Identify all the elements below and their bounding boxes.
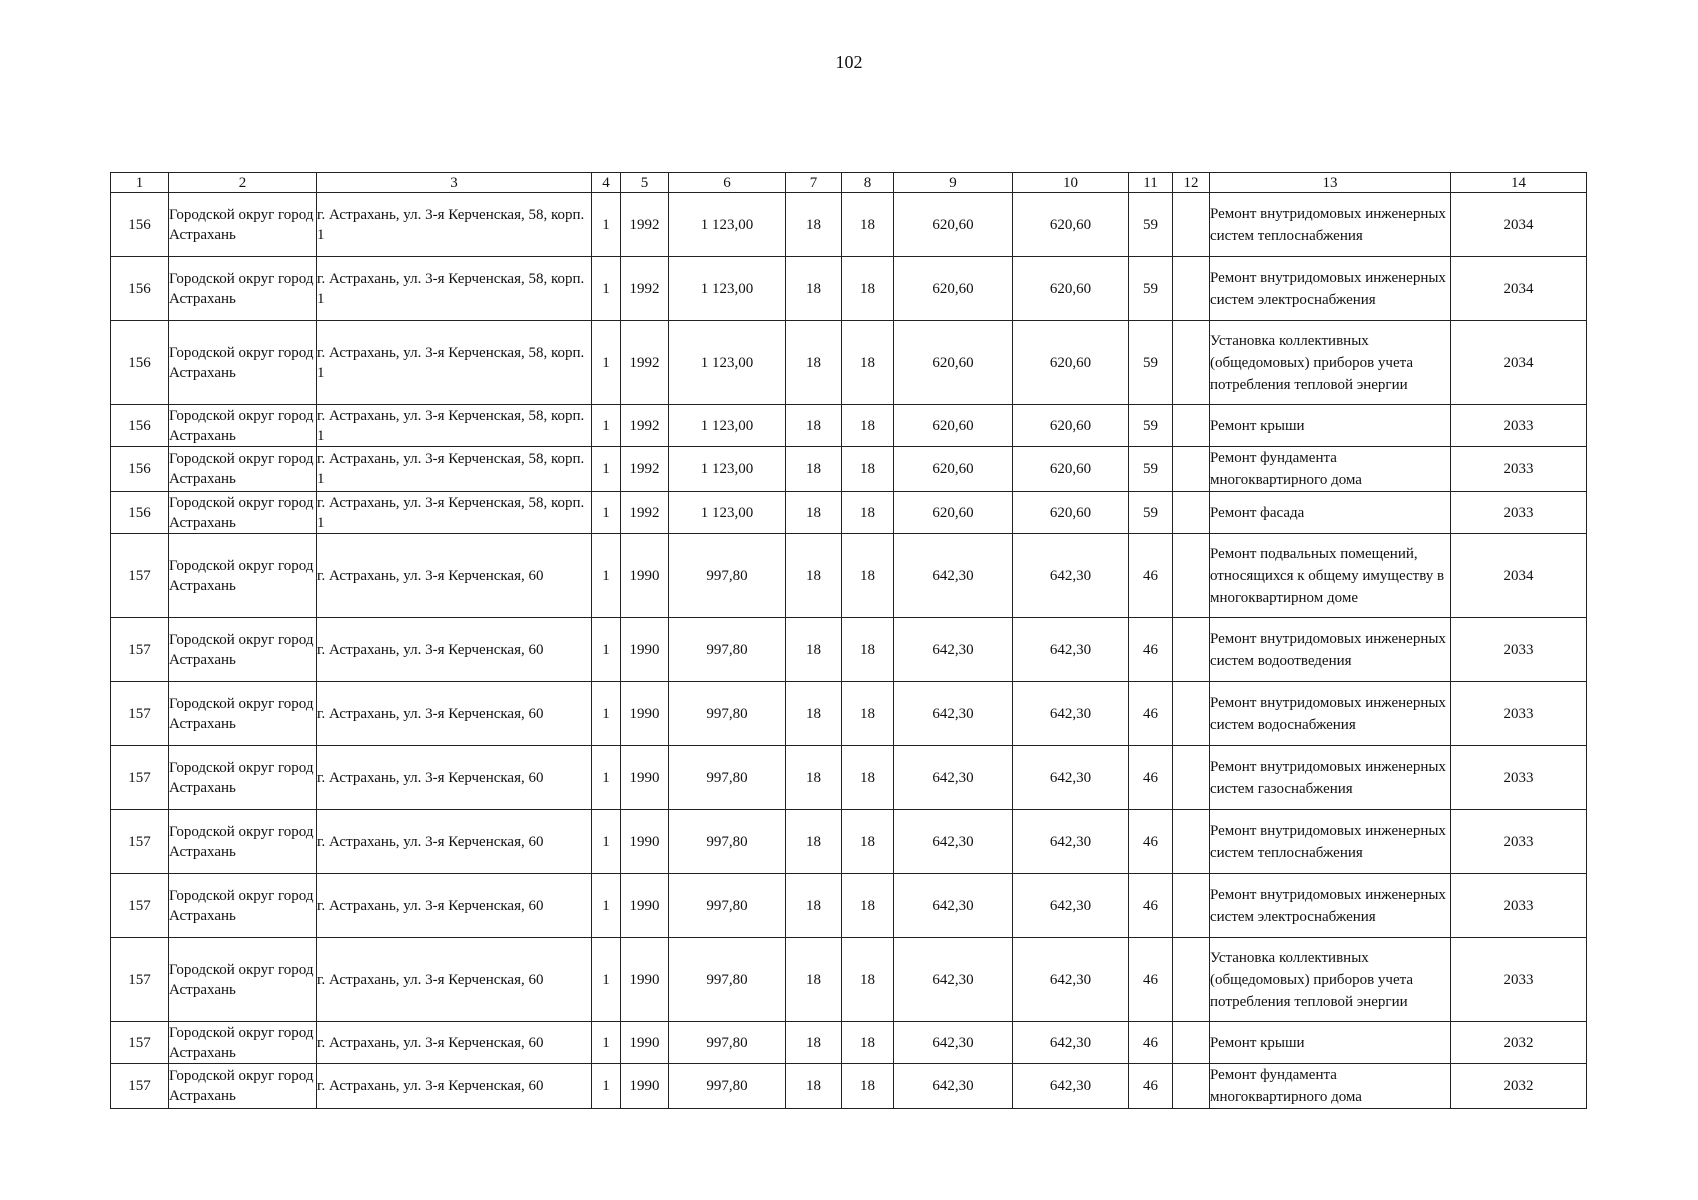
area-cell: 997,80 xyxy=(669,534,786,618)
area-cell: 1 123,00 xyxy=(669,257,786,321)
year-cell: 1990 xyxy=(621,938,669,1022)
column-4-cell: 1 xyxy=(592,257,621,321)
year-cell: 1990 xyxy=(621,682,669,746)
column-7-cell: 18 xyxy=(786,746,842,810)
year-cell: 1992 xyxy=(621,447,669,492)
area-cell: 997,80 xyxy=(669,682,786,746)
column-9-cell: 642,30 xyxy=(894,938,1013,1022)
term-cell: 2033 xyxy=(1451,618,1587,682)
column-8-cell: 18 xyxy=(842,405,894,447)
table-row xyxy=(111,1064,1587,1109)
year-cell: 1992 xyxy=(621,492,669,534)
year-cell: 1990 xyxy=(621,746,669,810)
row-number: 157 xyxy=(111,874,169,938)
column-12-cell xyxy=(1173,321,1210,405)
row-number: 157 xyxy=(111,938,169,1022)
table-row xyxy=(111,492,1587,534)
column-header: 13 xyxy=(1210,173,1451,193)
column-header: 12 xyxy=(1173,173,1210,193)
row-number: 156 xyxy=(111,193,169,257)
column-12-cell xyxy=(1173,938,1210,1022)
column-9-cell: 642,30 xyxy=(894,618,1013,682)
page-number: 102 xyxy=(835,52,863,72)
work-type-cell: Ремонт внутридомовых инженерных систем водоснабжения xyxy=(1210,682,1451,746)
column-11-cell: 59 xyxy=(1129,492,1173,534)
column-4-cell: 1 xyxy=(592,405,621,447)
row-number: 157 xyxy=(111,682,169,746)
area-cell: 1 123,00 xyxy=(669,405,786,447)
column-10-cell: 642,30 xyxy=(1013,810,1129,874)
column-8-cell: 18 xyxy=(842,618,894,682)
column-header: 14 xyxy=(1451,173,1587,193)
municipality-cell: Городской округ город Астрахань xyxy=(169,810,317,874)
column-header: 4 xyxy=(592,173,621,193)
work-type-cell: Ремонт крыши xyxy=(1210,405,1451,447)
column-9-cell: 642,30 xyxy=(894,1064,1013,1109)
column-10-cell: 642,30 xyxy=(1013,746,1129,810)
column-8-cell: 18 xyxy=(842,193,894,257)
work-type-cell: Ремонт фундамента многоквартирного дома xyxy=(1210,447,1451,492)
column-12-cell xyxy=(1173,682,1210,746)
column-11-cell: 59 xyxy=(1129,447,1173,492)
column-7-cell: 18 xyxy=(786,193,842,257)
column-7-cell: 18 xyxy=(786,874,842,938)
column-7-cell: 18 xyxy=(786,1022,842,1064)
municipality-cell: Городской округ город Астрахань xyxy=(169,618,317,682)
municipality-cell: Городской округ город Астрахань xyxy=(169,447,317,492)
table-row xyxy=(111,874,1587,938)
table-row xyxy=(111,321,1587,405)
year-cell: 1992 xyxy=(621,321,669,405)
column-4-cell: 1 xyxy=(592,1022,621,1064)
column-header: 8 xyxy=(842,173,894,193)
column-7-cell: 18 xyxy=(786,492,842,534)
year-cell: 1990 xyxy=(621,1064,669,1109)
column-10-cell: 620,60 xyxy=(1013,257,1129,321)
term-cell: 2033 xyxy=(1451,405,1587,447)
column-11-cell: 46 xyxy=(1129,810,1173,874)
column-10-cell: 642,30 xyxy=(1013,1022,1129,1064)
work-type-cell: Ремонт внутридомовых инженерных систем теплоснабжения xyxy=(1210,193,1451,257)
area-cell: 1 123,00 xyxy=(669,193,786,257)
area-cell: 1 123,00 xyxy=(669,321,786,405)
column-8-cell: 18 xyxy=(842,874,894,938)
municipality-cell: Городской округ город Астрахань xyxy=(169,193,317,257)
year-cell: 1992 xyxy=(621,193,669,257)
column-12-cell xyxy=(1173,810,1210,874)
address-cell: г. Астрахань, ул. 3-я Керченская, 60 xyxy=(317,810,592,874)
term-cell: 2034 xyxy=(1451,257,1587,321)
row-number: 157 xyxy=(111,810,169,874)
column-4-cell: 1 xyxy=(592,534,621,618)
column-8-cell: 18 xyxy=(842,938,894,1022)
area-cell: 997,80 xyxy=(669,1022,786,1064)
column-9-cell: 620,60 xyxy=(894,447,1013,492)
column-header: 7 xyxy=(786,173,842,193)
column-header: 9 xyxy=(894,173,1013,193)
year-cell: 1992 xyxy=(621,405,669,447)
table-row xyxy=(111,682,1587,746)
table-row xyxy=(111,405,1587,447)
column-10-cell: 620,60 xyxy=(1013,405,1129,447)
column-7-cell: 18 xyxy=(786,447,842,492)
column-4-cell: 1 xyxy=(592,492,621,534)
column-7-cell: 18 xyxy=(786,682,842,746)
municipality-cell: Городской округ город Астрахань xyxy=(169,1064,317,1109)
term-cell: 2034 xyxy=(1451,193,1587,257)
work-type-cell: Ремонт крыши xyxy=(1210,1022,1451,1064)
table-row xyxy=(111,746,1587,810)
column-8-cell: 18 xyxy=(842,447,894,492)
address-cell: г. Астрахань, ул. 3-я Керченская, 60 xyxy=(317,1022,592,1064)
municipality-cell: Городской округ город Астрахань xyxy=(169,257,317,321)
column-9-cell: 642,30 xyxy=(894,810,1013,874)
municipality-cell: Городской округ город Астрахань xyxy=(169,321,317,405)
column-11-cell: 59 xyxy=(1129,193,1173,257)
area-cell: 997,80 xyxy=(669,618,786,682)
address-cell: г. Астрахань, ул. 3-я Керченская, 60 xyxy=(317,534,592,618)
work-type-cell: Установка коллективных (общедомовых) приборов учета потребления тепловой энергии xyxy=(1210,321,1451,405)
column-12-cell xyxy=(1173,405,1210,447)
municipality-cell: Городской округ город Астрахань xyxy=(169,746,317,810)
term-cell: 2034 xyxy=(1451,534,1587,618)
column-11-cell: 46 xyxy=(1129,746,1173,810)
column-11-cell: 46 xyxy=(1129,938,1173,1022)
column-8-cell: 18 xyxy=(842,810,894,874)
address-cell: г. Астрахань, ул. 3-я Керченская, 58, корп. 1 xyxy=(317,257,592,321)
column-9-cell: 642,30 xyxy=(894,746,1013,810)
column-12-cell xyxy=(1173,193,1210,257)
row-number: 157 xyxy=(111,746,169,810)
column-10-cell: 620,60 xyxy=(1013,492,1129,534)
column-10-cell: 642,30 xyxy=(1013,682,1129,746)
column-11-cell: 59 xyxy=(1129,405,1173,447)
year-cell: 1992 xyxy=(621,257,669,321)
column-10-cell: 642,30 xyxy=(1013,1064,1129,1109)
column-header: 6 xyxy=(669,173,786,193)
column-11-cell: 59 xyxy=(1129,321,1173,405)
column-7-cell: 18 xyxy=(786,321,842,405)
address-cell: г. Астрахань, ул. 3-я Керченская, 60 xyxy=(317,746,592,810)
column-9-cell: 642,30 xyxy=(894,1022,1013,1064)
column-12-cell xyxy=(1173,257,1210,321)
column-header: 10 xyxy=(1013,173,1129,193)
column-8-cell: 18 xyxy=(842,746,894,810)
column-12-cell xyxy=(1173,618,1210,682)
column-8-cell: 18 xyxy=(842,1064,894,1109)
row-number: 157 xyxy=(111,618,169,682)
year-cell: 1990 xyxy=(621,874,669,938)
column-11-cell: 46 xyxy=(1129,682,1173,746)
capital-repair-table xyxy=(110,172,1587,1109)
column-10-cell: 620,60 xyxy=(1013,321,1129,405)
work-type-cell: Ремонт фасада xyxy=(1210,492,1451,534)
column-11-cell: 46 xyxy=(1129,1022,1173,1064)
term-cell: 2033 xyxy=(1451,746,1587,810)
column-7-cell: 18 xyxy=(786,810,842,874)
column-4-cell: 1 xyxy=(592,193,621,257)
table-row xyxy=(111,193,1587,257)
column-11-cell: 46 xyxy=(1129,618,1173,682)
table-row xyxy=(111,447,1587,492)
column-4-cell: 1 xyxy=(592,618,621,682)
column-10-cell: 642,30 xyxy=(1013,938,1129,1022)
column-9-cell: 620,60 xyxy=(894,492,1013,534)
address-cell: г. Астрахань, ул. 3-я Керченская, 60 xyxy=(317,618,592,682)
column-header: 2 xyxy=(169,173,317,193)
column-12-cell xyxy=(1173,1064,1210,1109)
municipality-cell: Городской округ город Астрахань xyxy=(169,534,317,618)
column-4-cell: 1 xyxy=(592,321,621,405)
municipality-cell: Городской округ город Астрахань xyxy=(169,874,317,938)
table-row xyxy=(111,1022,1587,1064)
work-type-cell: Ремонт подвальных помещений, относящихся к общему имуществу в многоквартирном доме xyxy=(1210,534,1451,618)
area-cell: 1 123,00 xyxy=(669,492,786,534)
term-cell: 2033 xyxy=(1451,492,1587,534)
column-8-cell: 18 xyxy=(842,1022,894,1064)
header-row xyxy=(111,173,1587,193)
column-12-cell xyxy=(1173,492,1210,534)
table-body xyxy=(111,193,1587,1109)
address-cell: г. Астрахань, ул. 3-я Керченская, 58, корп. 1 xyxy=(317,193,592,257)
column-9-cell: 642,30 xyxy=(894,534,1013,618)
column-12-cell xyxy=(1173,534,1210,618)
term-cell: 2033 xyxy=(1451,447,1587,492)
address-cell: г. Астрахань, ул. 3-я Керченская, 58, корп. 1 xyxy=(317,321,592,405)
column-7-cell: 18 xyxy=(786,1064,842,1109)
column-11-cell: 46 xyxy=(1129,1064,1173,1109)
table-row xyxy=(111,810,1587,874)
year-cell: 1990 xyxy=(621,1022,669,1064)
column-7-cell: 18 xyxy=(786,938,842,1022)
column-7-cell: 18 xyxy=(786,618,842,682)
work-type-cell: Ремонт фундамента многоквартирного дома xyxy=(1210,1064,1451,1109)
row-number: 156 xyxy=(111,492,169,534)
address-cell: г. Астрахань, ул. 3-я Керченская, 58, корп. 1 xyxy=(317,492,592,534)
municipality-cell: Городской округ город Астрахань xyxy=(169,938,317,1022)
column-10-cell: 620,60 xyxy=(1013,193,1129,257)
term-cell: 2032 xyxy=(1451,1064,1587,1109)
column-4-cell: 1 xyxy=(592,810,621,874)
column-4-cell: 1 xyxy=(592,682,621,746)
table-row xyxy=(111,938,1587,1022)
column-8-cell: 18 xyxy=(842,257,894,321)
municipality-cell: Городской округ город Астрахань xyxy=(169,405,317,447)
column-header: 11 xyxy=(1129,173,1173,193)
area-cell: 1 123,00 xyxy=(669,447,786,492)
column-7-cell: 18 xyxy=(786,534,842,618)
address-cell: г. Астрахань, ул. 3-я Керченская, 60 xyxy=(317,1064,592,1109)
area-cell: 997,80 xyxy=(669,810,786,874)
municipality-cell: Городской округ город Астрахань xyxy=(169,1022,317,1064)
municipality-cell: Городской округ город Астрахань xyxy=(169,682,317,746)
area-cell: 997,80 xyxy=(669,1064,786,1109)
table-row xyxy=(111,618,1587,682)
column-9-cell: 620,60 xyxy=(894,193,1013,257)
row-number: 157 xyxy=(111,1064,169,1109)
column-10-cell: 642,30 xyxy=(1013,618,1129,682)
row-number: 157 xyxy=(111,534,169,618)
row-number: 156 xyxy=(111,447,169,492)
column-header: 5 xyxy=(621,173,669,193)
column-4-cell: 1 xyxy=(592,447,621,492)
work-type-cell: Ремонт внутридомовых инженерных систем газоснабжения xyxy=(1210,746,1451,810)
address-cell: г. Астрахань, ул. 3-я Керченская, 60 xyxy=(317,874,592,938)
row-number: 156 xyxy=(111,257,169,321)
work-type-cell: Ремонт внутридомовых инженерных систем электроснабжения xyxy=(1210,874,1451,938)
term-cell: 2033 xyxy=(1451,810,1587,874)
table-row xyxy=(111,257,1587,321)
row-number: 156 xyxy=(111,321,169,405)
row-number: 156 xyxy=(111,405,169,447)
column-header: 3 xyxy=(317,173,592,193)
address-cell: г. Астрахань, ул. 3-я Керченская, 58, корп. 1 xyxy=(317,447,592,492)
work-type-cell: Ремонт внутридомовых инженерных систем водоотведения xyxy=(1210,618,1451,682)
column-11-cell: 59 xyxy=(1129,257,1173,321)
year-cell: 1990 xyxy=(621,534,669,618)
column-9-cell: 642,30 xyxy=(894,874,1013,938)
term-cell: 2034 xyxy=(1451,321,1587,405)
column-10-cell: 642,30 xyxy=(1013,534,1129,618)
table-header xyxy=(111,173,1587,193)
column-4-cell: 1 xyxy=(592,1064,621,1109)
year-cell: 1990 xyxy=(621,618,669,682)
column-8-cell: 18 xyxy=(842,492,894,534)
work-type-cell: Ремонт внутридомовых инженерных систем теплоснабжения xyxy=(1210,810,1451,874)
column-8-cell: 18 xyxy=(842,534,894,618)
address-cell: г. Астрахань, ул. 3-я Керченская, 60 xyxy=(317,938,592,1022)
column-11-cell: 46 xyxy=(1129,874,1173,938)
column-header: 1 xyxy=(111,173,169,193)
area-cell: 997,80 xyxy=(669,874,786,938)
column-12-cell xyxy=(1173,874,1210,938)
column-9-cell: 620,60 xyxy=(894,321,1013,405)
area-cell: 997,80 xyxy=(669,938,786,1022)
column-7-cell: 18 xyxy=(786,405,842,447)
column-10-cell: 642,30 xyxy=(1013,874,1129,938)
term-cell: 2033 xyxy=(1451,874,1587,938)
column-4-cell: 1 xyxy=(592,938,621,1022)
column-12-cell xyxy=(1173,447,1210,492)
row-number: 157 xyxy=(111,1022,169,1064)
address-cell: г. Астрахань, ул. 3-я Керченская, 58, корп. 1 xyxy=(317,405,592,447)
work-type-cell: Ремонт внутридомовых инженерных систем электроснабжения xyxy=(1210,257,1451,321)
column-11-cell: 46 xyxy=(1129,534,1173,618)
column-12-cell xyxy=(1173,746,1210,810)
column-4-cell: 1 xyxy=(592,874,621,938)
column-4-cell: 1 xyxy=(592,746,621,810)
column-8-cell: 18 xyxy=(842,682,894,746)
column-7-cell: 18 xyxy=(786,257,842,321)
column-12-cell xyxy=(1173,1022,1210,1064)
municipality-cell: Городской округ город Астрахань xyxy=(169,492,317,534)
area-cell: 997,80 xyxy=(669,746,786,810)
table-row xyxy=(111,534,1587,618)
column-8-cell: 18 xyxy=(842,321,894,405)
year-cell: 1990 xyxy=(621,810,669,874)
work-type-cell: Установка коллективных (общедомовых) приборов учета потребления тепловой энергии xyxy=(1210,938,1451,1022)
column-9-cell: 620,60 xyxy=(894,257,1013,321)
term-cell: 2033 xyxy=(1451,938,1587,1022)
column-9-cell: 642,30 xyxy=(894,682,1013,746)
address-cell: г. Астрахань, ул. 3-я Керченская, 60 xyxy=(317,682,592,746)
column-9-cell: 620,60 xyxy=(894,405,1013,447)
term-cell: 2032 xyxy=(1451,1022,1587,1064)
term-cell: 2033 xyxy=(1451,682,1587,746)
column-10-cell: 620,60 xyxy=(1013,447,1129,492)
